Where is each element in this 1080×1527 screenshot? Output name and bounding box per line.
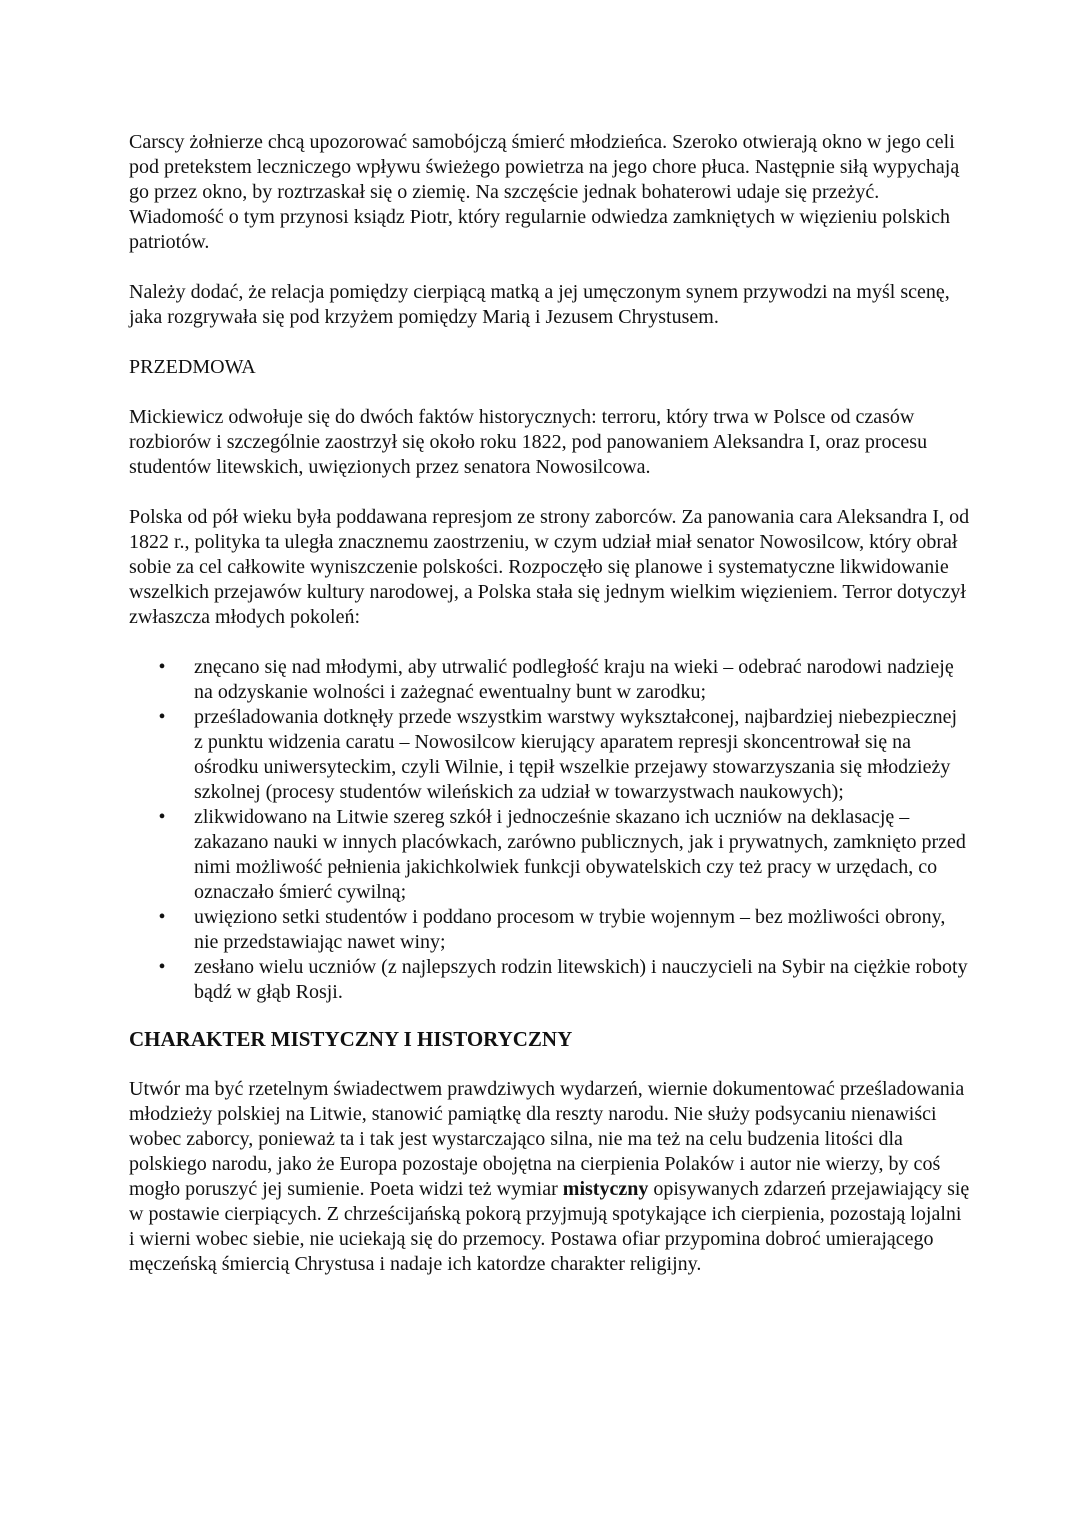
paragraph-repressions: Polska od pół wieku była poddawana represjom ze strony zaborców. Za panowania cara Aleksandra I, od 1822 r., polityka ta uległa znacznemu zaostrzeniu, w czym udział miał senator Nowosilcow, który obrał sobie za cel całkowite wyniszczenie polskości. Rozpoczęło się planowe i systematyczne likwidowanie wszelkich przejawów kultury narodowej, a Polska stała się jednym wielkim więzieniem. Terror dotyczył zwłaszcza młodych pokoleń:	[129, 506, 970, 628]
bullet-icon: •	[158, 806, 166, 828]
list-item	[129, 655, 970, 705]
paragraph-escape-attempt: Carscy żołnierze chcą upozorować samobójczą śmierć młodzieńca. Szeroko otwierają okno w jego celi pod pretekstem leczniczego wpływu świeżego powietrza na jego chore płuca. Następnie siłą wypychają go przez okno, by roztrzaskał się o ziemię. Na szczęście jednak bohaterowi udaje się przeżyć. Wiadomość o tym przynosi ksiądz Piotr, który regularnie odwiedza zamkniętych w więzieniu polskich patriotów.	[129, 131, 960, 253]
paragraph-text-end: opisywanych zdarzeń przejawiający się w postawie cierpiących. Z chrześcijańską pokorą przyjmują spotykające ich cierpienia, pozostają lojalni i wierni wobec siebie, nie uciekają się do przemocy. Postawa ofiar przypomina dobroć umierającego męczeńską śmiercią Chrystusa i nadaje ich katordze charakter religijny.	[129, 1178, 970, 1275]
terror-bullet-list	[129, 655, 970, 1005]
list-item	[129, 705, 970, 805]
list-item	[129, 955, 970, 1005]
section-heading-przedmowa: PRZEDMOWA	[129, 356, 256, 378]
paragraph-historical-facts: Mickiewicz odwołuje się do dwóch faktów historycznych: terroru, który trwa w Polsce od czasów rozbiorów i szczególnie zaostrzył się około roku 1822, pod panowaniem Aleksandra I, oraz procesu studentów litewskich, uwięzionych przez senatora Nowosilcowa.	[129, 406, 928, 478]
emphasized-word-mistyczny: mistyczny	[562, 1178, 649, 1200]
list-item-text: zlikwidowano na Litwie szereg szkół i jednocześnie skazano ich uczniów na deklasację – zakazano nauki w innych placówkach, zarówno publicznych, jak i prywatnych, zamknięto przed nimi możliwość pełnienia jakichkolwiek funkcji obywatelskich czy też pracy w urzędach, co oznaczało śmierć cywilną;	[194, 806, 966, 903]
bullet-icon: •	[158, 706, 166, 728]
paragraph-text-start: Utwór ma być rzetelnym świadectwem prawdziwych wydarzeń, wiernie dokumentować prześladowania młodzieży polskiej na Litwie, stanowić pamiątkę dla reszty narodu. Nie służy podsycaniu nienawiści wobec zaborcy, ponieważ ta i tak jest wystarczająco silna, nie ma też na celu budzenia litości dla polskiego narodu, jako że Europa pozostaje obojętna na cierpienia Polaków i autor nie wierzy, by coś mogło poruszyć jej sumienie. Poeta widzi też wymiar	[129, 1078, 965, 1200]
bullet-icon: •	[158, 906, 166, 928]
list-item-text: zesłano wielu uczniów (z najlepszych rodzin litewskich) i nauczycieli na Sybir na ciężkie roboty bądź w głąb Rosji.	[194, 956, 968, 1003]
paragraph-mystical-character	[129, 1077, 970, 1277]
list-item-text: prześladowania dotknęły przede wszystkim warstwy wykształconej, najbardziej niebezpiecznej z punktu widzenia caratu – Nowosilcow kierujący aparatem represji skoncentrował się na ośrodku uniwersyteckim, czyli Wilnie, i tępił wszelkie przejawy stowarzyszania się młodzieży szkolnej (procesy studentów wileńskich za udział w towarzystwach naukowych);	[194, 706, 958, 803]
bullet-icon: •	[158, 956, 166, 978]
section-heading-charakter: CHARAKTER MISTYCZNY I HISTORYCZNY	[129, 1027, 573, 1051]
list-item-text: znęcano się nad młodymi, aby utrwalić podległość kraju na wieki – odebrać narodowi nadzieję na odzyskanie wolności i zażegnać ewentualny bunt w zarodku;	[194, 656, 954, 703]
bullet-icon: •	[158, 656, 166, 678]
list-item	[129, 905, 970, 955]
list-item	[129, 805, 970, 905]
paragraph-mother-son: Należy dodać, że relacja pomiędzy cierpiącą matką a jej umęczonym synem przywodzi na myśl scenę, jaka rozgrywała się pod krzyżem pomiędzy Marią i Jezusem Chrystusem.	[129, 281, 950, 328]
list-item-text: uwięziono setki studentów i poddano procesom w trybie wojennym – bez możliwości obrony, nie przedstawiając nawet winy;	[194, 906, 946, 953]
